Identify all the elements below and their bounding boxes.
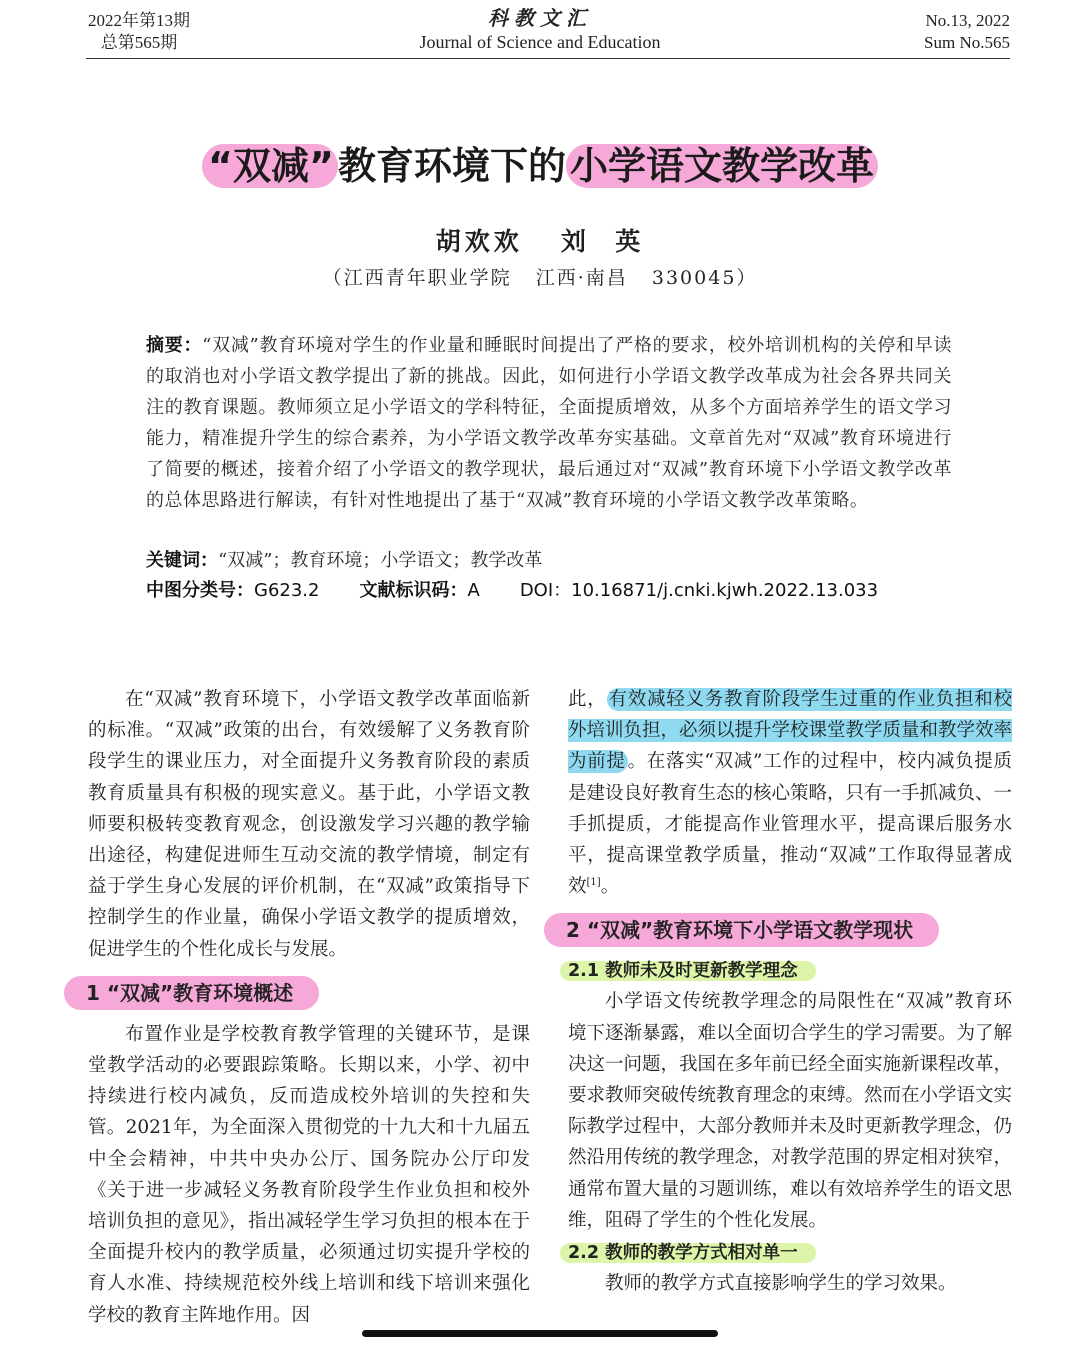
home-indicator[interactable] — [362, 1330, 718, 1337]
abstract-label: 摘要： — [146, 335, 203, 356]
section-1-title: 1 “双减”教育环境概述 — [64, 976, 319, 1010]
subsection-2-1-title: 2.1 教师未及时更新教学理念 — [560, 961, 816, 981]
doi-value: 10.16871/j.cnki.kjwh.2022.13.033 — [571, 580, 879, 601]
left-column — [88, 684, 530, 1331]
keywords-label: 关键词： — [146, 550, 218, 571]
doc-code-label: 文献标识码： — [359, 580, 468, 601]
abstract — [146, 330, 952, 516]
title-middle: 教育环境下的 — [337, 144, 566, 188]
section-1-heading — [88, 973, 530, 1013]
clc-value: G623.2 — [254, 580, 320, 601]
subsection-2-1-paragraph: 小学语文传统教学理念的局限性在“双减”教育环境下逐渐暴露，难以全面切合学生的学习需要。为了解决这一问题，我国在多年前已经全面实施新课程改革，要求教师突破传统教育理念的束缚。然而在小学语文实际教学过程中，大部分教师并未及时更新教学理念，仍然沿用传统的教学理念，对教学范围的界定相对狭窄，通常布置大量的习题训练，难以有效培养学生的语文思维，阻碍了学生的个性化发展。 — [568, 991, 1013, 1231]
issue-cn: 2022年第13期 — [88, 11, 190, 30]
classification-line — [146, 578, 878, 604]
abstract-text: “双减”教育环境对学生的作业量和睡眠时间提出了严格的要求，校外培训机构的关停和早读的取消也对小学语文教学提出了新的挑战。因此，如何进行小学语文教学改革成为社会各界共同关注的教育课题。教师须立足小学语文的学科特征，全面提质增效，从多个方面培养学生的语文学习能力，精准提升学生的综合素养，为小学语文教学改革夯实基础。文章首先对“双减”教育环境进行了简要的概述，接着介绍了小学语文的教学现状，最后通过对“双减”教育环境下小学语文教学改革的总体思路进行解读，有针对性地提出了基于“双减”教育环境的小学语文教学改革策略。 — [146, 335, 952, 511]
journal-name-en: Journal of Science and Education — [419, 32, 661, 52]
continued-start: 此， — [568, 689, 607, 710]
section-2-heading — [568, 910, 1012, 950]
authors: 胡欢欢 刘 英 — [435, 227, 645, 256]
title-highlight-shuangjian: “双减” — [202, 144, 338, 188]
title-highlight-reform: 小学语文教学改革 — [566, 144, 878, 188]
article-title — [0, 140, 1080, 192]
right-column — [568, 684, 1012, 1299]
affiliation: （江西青年职业学院 江西·南昌 330045） — [322, 267, 758, 289]
journal-logo: 科教文汇 — [488, 6, 592, 30]
subsection-2-2-title: 2.2 教师的教学方式相对单一 — [560, 1243, 816, 1263]
section-2-title: 2 “双减”教育环境下小学语文教学现状 — [544, 913, 939, 947]
intro-paragraph: 在“双减”教育环境下，小学语文教学改革面临新的标准。“双减”政策的出台，有效缓解了义务教育阶段学生的课业压力，对全面提升义务教育阶段的素质教育质量具有积极的现实意义。基于此，小学语文教师要积极转变教育观念，创设激发学习兴趣的教学输出途径，构建促进师生互动交流的教学情境，制定有益于学生身心发展的评价机制，在“双减”政策指导下控制学生的作业量，确保小学语文教学的提质增效，促进学生的个性化成长与发展。 — [88, 689, 530, 960]
subsection-2-2-heading — [568, 1238, 1012, 1268]
doc-code-value: A — [467, 580, 480, 601]
section-1-paragraph: 布置作业是学校教育教学管理的关键环节，是课堂教学活动的必要跟踪策略。长期以来，小学、初中持续进行校内减负，反而造成校外培训的失控和失管。2021年，为全面深入贯彻党的十九大和十九届五中全会精神，中共中央办公厅、国务院办公厅印发《关于进一步减轻义务教育阶段学生作业负担和校外培训负担的意见》，指出减轻学生学习负担的根本在于全面提升校内的教学质量，必须通过切实提升学校的育人水准、持续规范校外线上培训和线下培训来强化学校的教育主阵地作用。因 — [88, 1023, 530, 1326]
total-issue-en: Sum No.565 — [924, 33, 1010, 52]
keywords — [146, 548, 542, 574]
continued-end: 。 — [600, 876, 620, 898]
clc-label: 中图分类号： — [146, 580, 254, 601]
keywords-text: “双减”；教育环境；小学语文；教学改革 — [218, 550, 543, 571]
total-issue-cn: 总第565期 — [100, 33, 178, 52]
continued-rest: 。在落实“双减”工作的过程中，校内减负提质是建设良好教育生态的核心策略，只有一手抓减负、一手抓提质，才能提高作业管理水平，提高课后服务水平，提高课堂教学质量，推动“双减”工作取得显著成效 — [568, 751, 1013, 898]
doi-label: DOI： — [519, 580, 572, 601]
highlighted-sentence: 有效减轻义务教育阶段学生过重的作业负担和校外培训负担，必须以提升学校课堂教学质量和教学效率为前提 — [568, 689, 1013, 773]
subsection-2-1-heading — [568, 956, 1012, 986]
citation: [1] — [586, 877, 601, 889]
running-header-right — [924, 10, 1010, 54]
issue-en: No.13, 2022 — [925, 11, 1010, 30]
running-header-center — [0, 6, 1080, 54]
continued-paragraph — [568, 684, 1012, 902]
subsection-2-2-paragraph: 教师的教学方式直接影响学生的学习效果。 — [605, 1273, 957, 1295]
header-rule — [86, 58, 1010, 59]
